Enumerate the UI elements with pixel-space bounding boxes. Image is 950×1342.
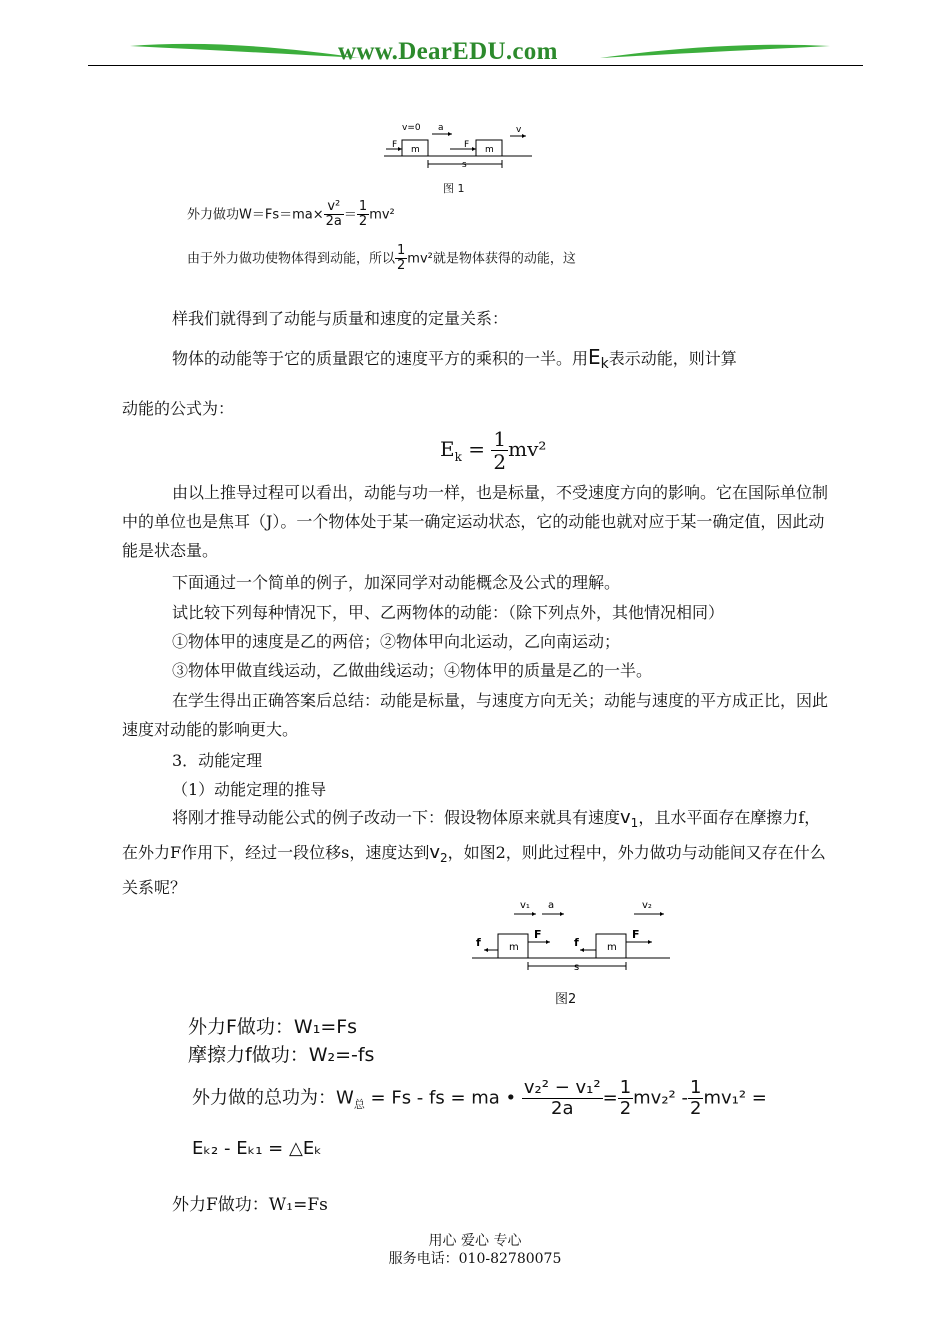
figure-2-diagram [470,896,675,978]
section-heading-3: 3．动能定理 [172,751,263,770]
footer-phone: 服务电话：010-82780075 [388,1251,562,1267]
ek-half-num: 1 [493,427,507,451]
paragraph-4: 由以上推导过程可以看出，动能与功一样，也是标量，不受速度方向的影响。它在国际单位制中的单位也是焦耳（J）。一个物体处于某一确定运动状态，它的动能也就对应于某一确定值，因此动能是状态量。 [122,483,829,560]
formula-kinetic-statement [187,244,576,274]
paragraph-2-symbol: E [588,345,601,369]
formula-work-prefix: 外力做功W＝Fs＝ma× [187,207,324,223]
formula-kinetic-prefix: 由于外力做功使物体得到动能，所以 [187,251,396,267]
figure-2-caption: 图2 [555,992,577,1007]
paragraph-2 [172,345,737,372]
total-work-h1-num: 1 [619,1077,632,1098]
footer-slogan: 用心 爱心 专心 [428,1233,522,1249]
formula-work-den: 2a [325,214,342,230]
ek-half-den: 2 [493,450,507,474]
formula-work-tail: mv² [369,207,395,223]
paragraph-12-text-c: ，如图2，则此过程中，外力做功与动能间又存在什么关系呢？ [122,843,826,898]
fig1-m1-label: m [411,145,420,155]
formula-kinetic-half-num: 1 [397,243,406,258]
paragraph-3: 动能的公式为： [122,399,235,418]
total-work-sub: 总 [353,1097,365,1111]
fig2-F1-label: F [534,928,542,941]
paragraph-12-v2: v [429,842,440,864]
paragraph-1: 样我们就得到了动能与质量和速度的定量关系： [172,309,509,328]
paragraph-12 [122,803,830,902]
fig2-m1-label: m [509,942,519,953]
paragraph-7: ①物体甲的速度是乙的两倍；②物体甲向北运动，乙向南运动； [172,632,621,651]
header-rule [88,65,863,66]
fig2-v2-label: v₂ [642,900,652,911]
total-work-frac-num: v₂² − v₁² [523,1077,601,1098]
total-work-prefix: 外力做的总功为：W [192,1087,354,1109]
formula-work-half-den: 2 [358,214,368,230]
paragraph-2-text-b: 表示动能，则计算 [608,349,737,368]
total-work-t1: mv₂² - [633,1087,688,1109]
fig1-v0-label: v=0 [402,123,421,133]
fig2-f2-label: f [574,936,579,949]
paragraph-2-text-a: 物体的动能等于它的质量跟它的速度平方的乘积的一半。用 [172,349,589,368]
fig1-s-label: s [462,160,467,170]
total-work-mid: = Fs - fs = ma • [364,1087,517,1109]
figure-1-diagram [380,118,540,174]
formula-delta-ek: Eₖ₂ - Eₖ₁ = △Eₖ [192,1138,322,1159]
fig1-v-label: v [516,125,522,135]
green-swoosh-left [130,38,360,64]
fig2-v1-label: v₁ [520,900,530,911]
formula-kinetic-tail: mv²就是物体获得的动能，这 [407,251,576,267]
paragraph-6: 试比较下列每种情况下，甲、乙两物体的动能：（除下列点外，其他情况相同） [172,603,725,622]
paragraph-12-v2-sub: 2 [439,851,448,866]
fig1-a-label: a [438,123,444,133]
paragraph-12-v: v [620,807,631,828]
formula-work-num: v² [324,200,344,215]
paragraph-12-v-sub: 1 [630,816,639,831]
formula-work-eq: ＝ [343,207,357,223]
formula-external-work: 外力F做功：W₁=Fs [188,1016,358,1038]
closing-line: 外力F做功：W₁=Fs [172,1195,328,1215]
ek-tail: mv² [508,437,547,461]
paragraph-8: ③物体甲做直线运动，乙做曲线运动；④物体甲的质量是乙的一半。 [172,661,653,680]
paragraph-12-text-a: 将刚才推导动能公式的例子改动一下：假设物体原来就具有速度 [172,808,621,827]
total-work-h2-den: 2 [689,1097,702,1119]
fig2-s-label: s [574,962,580,973]
subsection-heading-1: （1）动能定理的推导 [172,780,327,799]
total-work-h1-den: 2 [619,1097,632,1119]
total-work-h2-num: 1 [689,1077,702,1098]
fig2-a-label: a [548,900,555,911]
paragraph-9: 在学生得出正确答案后总结：动能是标量，与速度方向无关；动能与速度的平方成正比，因此速度对动能的影响更大。 [122,691,829,739]
formula-kinetic-half-den: 2 [397,258,406,274]
fig2-F2-label: F [632,928,640,941]
formula-total-work [192,1078,767,1119]
total-work-frac-den: 2a [551,1097,574,1119]
formula-work [187,200,395,230]
paragraph-2-subscript: k [600,356,609,373]
green-swoosh-right [600,38,830,64]
paragraph-5: 下面通过一个简单的例子，加深同学对动能概念及公式的理解。 [172,573,621,592]
site-url[interactable]: www.DearEDU.com [338,38,558,65]
fig2-f1-label: f [476,936,481,949]
ek-symbol: E [440,437,455,461]
formula-friction-work: 摩擦力f做功：W₂=-fs [188,1044,375,1066]
fig1-F1-label: F [392,140,398,150]
total-work-eq1: = [602,1087,618,1109]
total-work-t2: mv₁² = [703,1087,767,1109]
fig2-m2-label: m [607,942,617,953]
figure-1-caption: 图 1 [443,182,465,195]
ek-subscript: k [454,450,462,464]
formula-work-half-num: 1 [358,199,368,214]
kinetic-energy-formula [440,428,546,473]
fig1-F2-label: F [464,140,470,150]
ek-equals: = [468,437,486,461]
paragraph-12-text-b: ，且水平面存在摩擦力f，在外力F作用下，经过一段位移s，速度达到 [122,808,821,863]
fig1-m2-label: m [485,145,494,155]
